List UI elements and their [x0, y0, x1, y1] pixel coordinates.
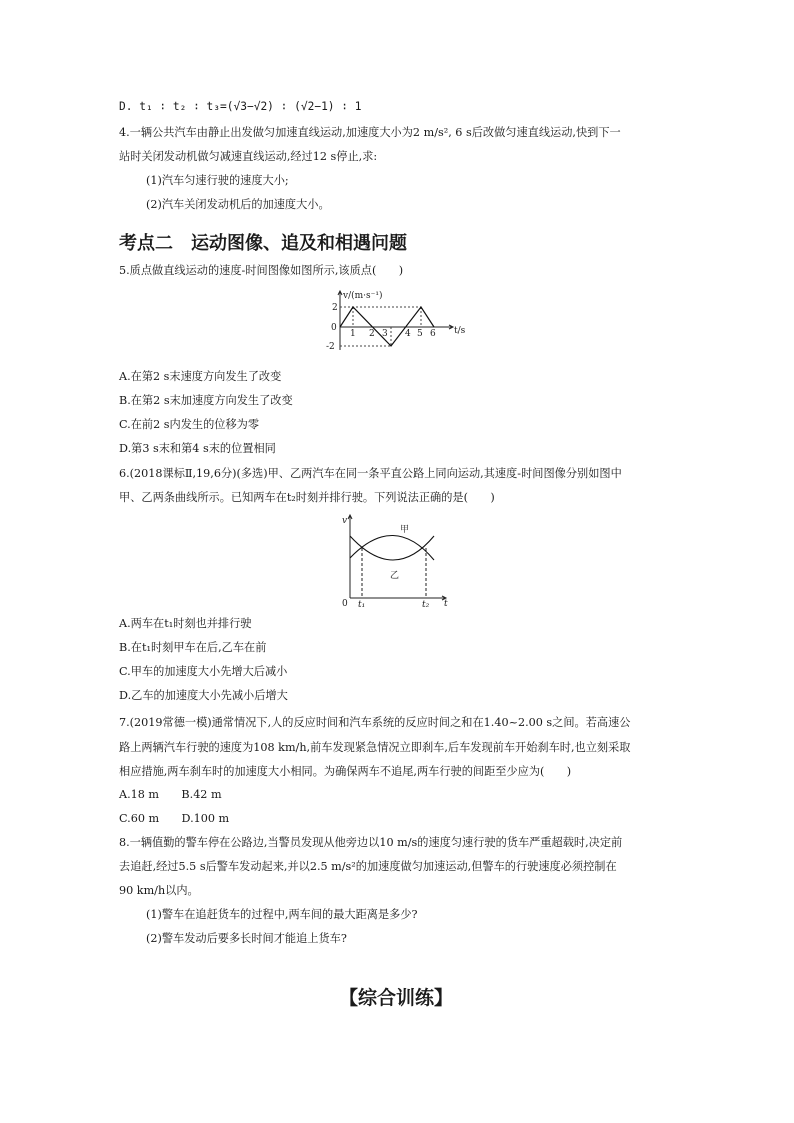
question-6-option-a: A.两车在t₁时刻也并排行驶 [119, 617, 252, 630]
question-7-line-3: 相应措施,两车刹车时的加速度大小相同。为确保两车不追尾,两车行驶的间距至少应为( ) [119, 765, 572, 778]
y-tick-neg2: -2 [326, 342, 335, 352]
question-5-option-c: C.在前2 s内发生的位移为零 [119, 418, 260, 431]
x-tick-2: 2 [369, 329, 375, 339]
question-6-option-d: D.乙车的加速度大小先减小后增大 [119, 689, 288, 702]
question-5-option-a: A.在第2 s末速度方向发生了改变 [119, 370, 282, 383]
question-8-line-3: 90 km/h以内。 [119, 884, 199, 897]
x-tick-5: 5 [417, 329, 423, 339]
question-4-line-2: 站时关闭发动机做匀减速直线运动,经过12 s停止,求: [119, 150, 378, 163]
question-6-option-b: B.在t₁时刻甲车在后,乙车在前 [119, 641, 267, 654]
x-tick-6: 6 [430, 329, 436, 339]
question-6-option-c: C.甲车的加速度大小先增大后减小 [119, 665, 288, 678]
question-6-line-1: 6.(2018课标Ⅱ,19,6分)(多选)甲、乙两汽车在同一条平直公路上同向运动,其速度-时间图像分别如图中 [119, 467, 622, 480]
question-4-part-1: (1)汽车匀速行驶的速度大小; [146, 174, 289, 187]
velocity-time-graph-2 [338, 512, 453, 607]
x-axis-label: t [444, 599, 448, 607]
question-7-options-cd: C.60 m D.100 m [119, 812, 230, 825]
origin-label: 0 [342, 599, 348, 607]
question-7-line-2: 路上两辆汽车行驶的速度为108 km/h,前车发现紧急情况立即刹车,后车发现前车开始刹车时,也立刻采取 [119, 741, 631, 754]
question-8-line-2: 去追赶,经过5.5 s后警车发动起来,并以2.5 m/s²的加速度做匀加速运动,但警车的行驶速度必须控制在 [119, 860, 617, 873]
curve-yi-label: 乙 [390, 571, 400, 581]
y-axis-label: v/(m·s⁻¹) [343, 291, 383, 301]
curve-yi [350, 536, 434, 560]
question-8-part-1: (1)警车在追赶货车的过程中,两车间的最大距离是多少? [146, 908, 418, 921]
question-4-line-1: 4.一辆公共汽车由静止出发做匀加速直线运动,加速度大小为2 m/s², 6 s后改做匀速直线运动,快到下一 [119, 126, 621, 139]
question-5-option-d: D.第3 s末和第4 s末的位置相同 [119, 442, 276, 455]
question-6-line-2: 甲、乙两条曲线所示。已知两车在t₂时刻并排行驶。下列说法正确的是( ) [119, 491, 495, 504]
y-axis-label: v [342, 516, 348, 526]
t1-label: t₁ [358, 600, 366, 607]
velocity-time-graph-1 [320, 287, 470, 353]
curve-jia-label: 甲 [400, 525, 410, 535]
x-tick-4: 4 [405, 329, 411, 339]
question-5-option-b: B.在第2 s末加速度方向发生了改变 [119, 394, 293, 407]
option-d-ratio: D. t₁ ∶ t₂ ∶ t₃=(√3−√2) ∶ (√2−1) ∶ 1 [119, 100, 362, 113]
origin-label: 0 [331, 323, 337, 333]
question-7-options-ab: A.18 m B.42 m [119, 788, 222, 801]
question-8-line-1: 8.一辆值勤的警车停在公路边,当警员发现从他旁边以10 m/s的速度匀速行驶的货车严重超载时,决定前 [119, 836, 623, 849]
question-7-line-1: 7.(2019常德一模)通常情况下,人的反应时间和汽车系统的反应时间之和在1.40~2.00 s之间。若高速公 [119, 716, 631, 729]
x-tick-1: 1 [350, 329, 356, 339]
x-axis-label: t/s [454, 326, 466, 336]
footer-heading: 【综合训练】 [339, 987, 454, 1009]
question-8-part-2: (2)警车发动后要多长时间才能追上货车? [146, 932, 347, 945]
question-4-part-2: (2)汽车关闭发动机后的加速度大小。 [146, 198, 330, 211]
question-5-stem: 5.质点做直线运动的速度-时间图像如图所示,该质点( ) [119, 264, 404, 277]
y-tick-2: 2 [332, 303, 338, 313]
section-heading: 考点二 运动图像、追及和相遇问题 [119, 233, 407, 254]
x-tick-3: 3 [382, 329, 388, 339]
t2-label: t₂ [422, 600, 430, 607]
